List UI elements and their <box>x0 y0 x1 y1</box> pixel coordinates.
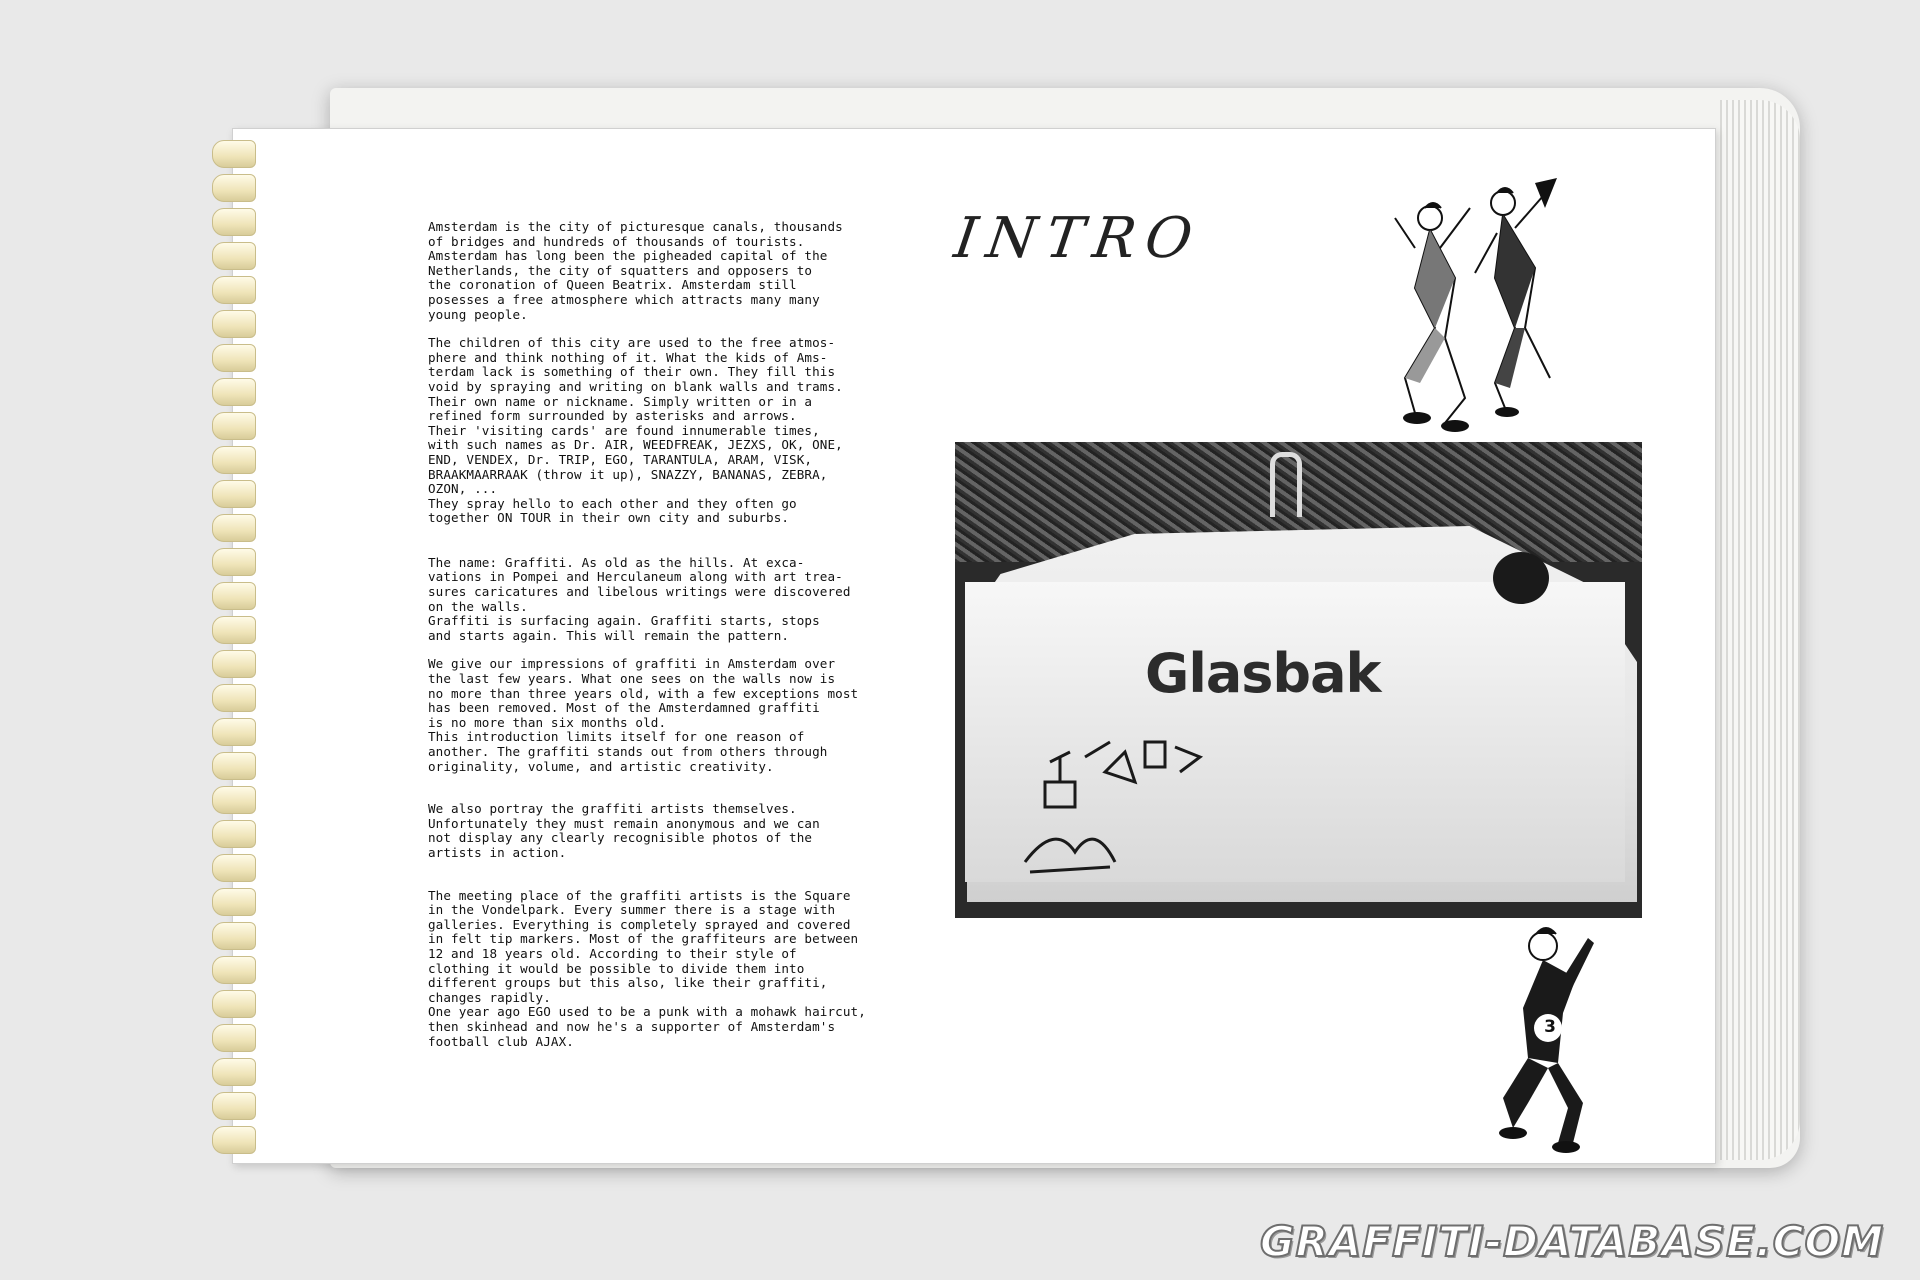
binding-ring <box>212 208 256 236</box>
paragraph-impressions: We give our impressions of graffiti in Amsterdam over the last few years. What one sees on the walls now is no more than three years old, with a few exceptions most has been removed. Most of the Amsterdamned graffiti is no more than six months old. This introduction limits itself for one reason of another. The graffiti stands out from others through originality, volume, and artistic creativity. <box>428 656 859 774</box>
binding-ring <box>212 752 256 780</box>
bin-handle <box>1270 452 1302 517</box>
binding-ring <box>212 174 256 202</box>
binding-ring <box>212 514 256 542</box>
paragraph-amsterdam: Amsterdam is the city of picturesque canals, thousands of bridges and hundreds of thousands of tourists. Amsterdam has long been the pigheaded capital of the Netherlands, the city of squatters and opposers to the coronation of Queen Beatrix. Amsterdam still posesses a free atmosphere which attracts many many young people. <box>428 219 843 322</box>
bin-sign-text: Glasbak <box>1145 642 1381 705</box>
binding-ring <box>212 1058 256 1086</box>
page-title: INTRO <box>950 206 1207 271</box>
dancing-figures-illustration <box>1385 178 1575 440</box>
binding-ring <box>212 582 256 610</box>
binding-ring <box>212 480 256 508</box>
binding-ring <box>212 650 256 678</box>
paragraph-graffiti-name: The name: Graffiti. As old as the hills. At exca- vations in Pompei and Herculaneum along with art trea- sures caricatures and libelous writings were discovered on the walls. Graffiti is surfacing again. Graffiti starts, stops and starts again. This will remain the pattern. <box>428 554 851 643</box>
binding-ring <box>212 446 256 474</box>
binding-ring <box>212 276 256 304</box>
paragraph-artists: We also portray the graffiti artists themselves. Unfortunately they must remain anonymous and we can not display any clearly recognisible photos of the artists in action. <box>428 801 820 860</box>
binding-ring <box>212 1092 256 1120</box>
bin-opening <box>1493 552 1549 604</box>
binding-ring <box>212 718 256 746</box>
binding-ring <box>212 1024 256 1052</box>
binding-ring <box>212 242 256 270</box>
binding-ring <box>212 1126 256 1154</box>
binding-ring <box>212 854 256 882</box>
watermark-text: GRAFFITI-DATABASE.COM <box>1259 1217 1884 1266</box>
binding-ring <box>212 140 256 168</box>
binding-ring <box>212 888 256 916</box>
binding-ring <box>212 616 256 644</box>
intro-text-column <box>428 220 948 1063</box>
binding-ring <box>212 548 256 576</box>
binding-ring <box>212 922 256 950</box>
binding-ring <box>212 820 256 848</box>
glasbak-photo <box>955 442 1642 918</box>
graffiti-tag-drawing <box>1015 712 1245 882</box>
paper-stack-edge <box>1720 100 1800 1160</box>
spiral-binding <box>200 140 264 1140</box>
binding-ring <box>212 412 256 440</box>
binding-ring <box>212 786 256 814</box>
binding-ring <box>212 344 256 372</box>
binding-ring <box>212 378 256 406</box>
paragraph-children: The children of this city are used to the free atmos- phere and think nothing of it. What the kids of Ams- terdam lack is something of their own. They fill this void by spraying and writing on blank walls and trams. Their own name or nickname. Simply written or in a refined form surrounded by asterisks and arrows. Their 'visiting cards' are found innumerable times, with such names as Dr. AIR, WEEDFREAK, JEZXS, OK, ONE, END, VENDEX, Dr. TRIP, EGO, TARANTULA, ARAM, VISK, BRAAKMAARRAAK (throw it up), SNAZZY, BANANAS, ZEBRA, OZON, ... They spray hello to each other and they often go together ON TOUR in their own city and suburbs. <box>428 335 843 526</box>
binding-ring <box>212 684 256 712</box>
binding-ring <box>212 990 256 1018</box>
paragraph-meeting-place: The meeting place of the graffiti artists is the Square in the Vondelpark. Every summer there is a stage with galleries. Everything is completely sprayed and covered in felt tip markers. Most of the graffiteurs are between 12 and 18 years old. According to their style of clothing it would be possible to divide them into different groups but this also, like their graffiti, changes rapidly. One year ago EGO used to be a punk with a mohawk haircut, then skinhead and now he's a supporter of Amsterdam's football club AJAX. <box>428 887 866 1049</box>
page-number: 3 <box>1544 1017 1556 1037</box>
binding-ring <box>212 310 256 338</box>
binding-ring <box>212 956 256 984</box>
